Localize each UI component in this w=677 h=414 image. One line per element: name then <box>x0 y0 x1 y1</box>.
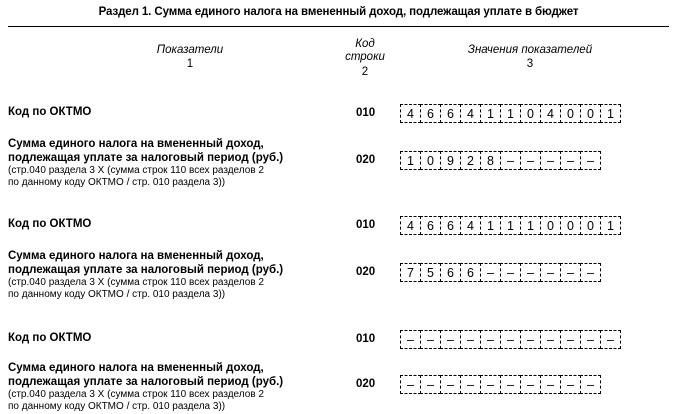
row-label-tax-sub2: по данному коду ОКТМО / стр. 010 раздела 3)) <box>8 177 226 188</box>
value-cell[interactable]: 6 <box>420 104 441 123</box>
value-cell[interactable]: – <box>540 263 561 282</box>
row-label-tax-line2: подлежащая уплате за налоговый период (руб.) <box>8 375 284 388</box>
value-cell[interactable]: – <box>520 151 541 170</box>
value-cell[interactable]: 4 <box>460 104 481 123</box>
value-cell[interactable]: 6 <box>440 263 461 282</box>
value-boxes-tax-1[interactable] <box>400 151 600 170</box>
title-divider <box>8 26 669 27</box>
value-cell[interactable]: 9 <box>440 151 461 170</box>
value-cell[interactable]: – <box>560 151 581 170</box>
value-cell[interactable]: 6 <box>440 104 461 123</box>
value-cell[interactable]: – <box>560 263 581 282</box>
row-label-tax-sub2: по данному коду ОКТМО / стр. 010 раздела 3)) <box>8 401 226 412</box>
value-cell[interactable]: 0 <box>540 216 561 235</box>
page-title: Раздел 1. Сумма единого налога на вмененный доход, подлежащая уплате в бюджет <box>98 6 579 18</box>
row-label-tax-amount <box>8 250 318 301</box>
value-cell[interactable]: – <box>400 375 421 394</box>
row-label-tax-line2: подлежащая уплате за налоговый период (руб.) <box>8 151 284 164</box>
row-label-tax-amount <box>8 138 318 189</box>
value-cell[interactable]: – <box>480 330 501 349</box>
row-label-tax-sub1: (стр.040 раздела 3 Х (сумма строк 110 всех разделов 2 <box>8 277 264 288</box>
value-cell[interactable]: 0 <box>520 104 541 123</box>
value-boxes-oktmo-3[interactable] <box>400 330 620 349</box>
column-header-indicators-number: 1 <box>186 58 194 70</box>
column-header-line-code-number: 2 <box>361 66 369 78</box>
value-cell[interactable]: – <box>580 375 601 394</box>
value-cell[interactable]: – <box>580 151 601 170</box>
value-cell[interactable]: 7 <box>400 263 421 282</box>
row-label-oktmo: Код по ОКТМО <box>8 106 92 118</box>
value-cell[interactable]: 1 <box>600 104 621 123</box>
value-boxes-oktmo-2[interactable] <box>400 216 620 235</box>
value-cell[interactable]: – <box>580 330 601 349</box>
value-cell[interactable]: – <box>500 151 521 170</box>
value-cell[interactable]: 1 <box>520 216 541 235</box>
value-boxes-tax-3[interactable] <box>400 375 600 394</box>
value-cell[interactable]: 1 <box>480 216 501 235</box>
value-cell[interactable]: – <box>440 375 461 394</box>
value-cell[interactable]: – <box>560 375 581 394</box>
column-header-line-code-label2: строки <box>345 51 385 63</box>
row-label-tax-sub1: (стр.040 раздела 3 Х (сумма строк 110 всех разделов 2 <box>8 389 264 400</box>
value-cell[interactable]: – <box>500 330 521 349</box>
value-cell[interactable]: 1 <box>500 216 521 235</box>
value-cell[interactable]: – <box>540 151 561 170</box>
column-header-values <box>415 44 645 70</box>
value-cell[interactable]: 4 <box>400 216 421 235</box>
value-cell[interactable]: – <box>520 375 541 394</box>
value-cell[interactable]: – <box>460 375 481 394</box>
value-cell[interactable]: 0 <box>580 104 601 123</box>
value-cell[interactable]: 4 <box>400 104 421 123</box>
value-cell[interactable]: – <box>460 330 481 349</box>
value-cell[interactable]: 6 <box>420 216 441 235</box>
row-label-tax-sub1: (стр.040 раздела 3 Х (сумма строк 110 всех разделов 2 <box>8 165 264 176</box>
value-cell[interactable]: – <box>540 375 561 394</box>
row-line-code: 010 <box>356 333 376 345</box>
row-label-tax-line1: Сумма единого налога на вмененный доход, <box>8 250 264 262</box>
column-header-indicators <box>100 44 280 70</box>
value-cell[interactable]: – <box>480 263 501 282</box>
value-cell[interactable]: 4 <box>460 216 481 235</box>
value-cell[interactable]: 5 <box>420 263 441 282</box>
value-cell[interactable]: 4 <box>540 104 561 123</box>
value-cell[interactable]: 0 <box>580 216 601 235</box>
value-cell[interactable]: 1 <box>480 104 501 123</box>
value-cell[interactable]: 0 <box>560 104 581 123</box>
column-header-line-code <box>330 38 400 79</box>
value-cell[interactable]: – <box>400 330 421 349</box>
value-cell[interactable]: 1 <box>400 151 421 170</box>
row-label-oktmo: Код по ОКТМО <box>8 218 92 230</box>
column-header-values-number: 3 <box>526 58 534 70</box>
value-cell[interactable]: – <box>540 330 561 349</box>
value-cell[interactable]: 2 <box>460 151 481 170</box>
row-label-tax-sub2: по данному коду ОКТМО / стр. 010 раздела 3)) <box>8 289 226 300</box>
row-line-code: 010 <box>356 219 376 231</box>
value-boxes-oktmo-1[interactable] <box>400 104 620 123</box>
column-header-line-code-label1: Код <box>355 38 375 50</box>
value-cell[interactable]: 8 <box>480 151 501 170</box>
row-label-tax-amount <box>8 362 318 413</box>
value-cell[interactable]: – <box>600 330 621 349</box>
column-header-indicators-label: Показатели <box>156 44 224 56</box>
column-header-values-label: Значения показателей <box>467 44 593 56</box>
value-cell[interactable]: – <box>520 330 541 349</box>
value-cell[interactable]: 6 <box>460 263 481 282</box>
value-cell[interactable]: 6 <box>440 216 461 235</box>
value-cell[interactable]: – <box>440 330 461 349</box>
row-label-tax-line1: Сумма единого налога на вмененный доход, <box>8 362 264 374</box>
value-cell[interactable]: 1 <box>600 216 621 235</box>
row-line-code: 020 <box>356 378 376 390</box>
row-label-tax-line2: подлежащая уплате за налоговый период (руб.) <box>8 263 284 276</box>
value-cell[interactable]: – <box>420 330 441 349</box>
value-cell[interactable]: – <box>560 330 581 349</box>
value-cell[interactable]: 0 <box>420 151 441 170</box>
value-boxes-tax-2[interactable] <box>400 263 600 282</box>
value-cell[interactable]: 0 <box>560 216 581 235</box>
row-line-code: 020 <box>356 266 376 278</box>
value-cell[interactable]: – <box>480 375 501 394</box>
value-cell[interactable]: 1 <box>500 104 521 123</box>
value-cell[interactable]: – <box>500 263 521 282</box>
value-cell[interactable]: – <box>500 375 521 394</box>
row-label-oktmo: Код по ОКТМО <box>8 332 92 344</box>
row-line-code: 020 <box>356 154 376 166</box>
row-label-tax-line1: Сумма единого налога на вмененный доход, <box>8 138 264 150</box>
value-cell[interactable]: – <box>420 375 441 394</box>
value-cell[interactable]: – <box>520 263 541 282</box>
row-line-code: 010 <box>356 107 376 119</box>
value-cell[interactable]: – <box>580 263 601 282</box>
